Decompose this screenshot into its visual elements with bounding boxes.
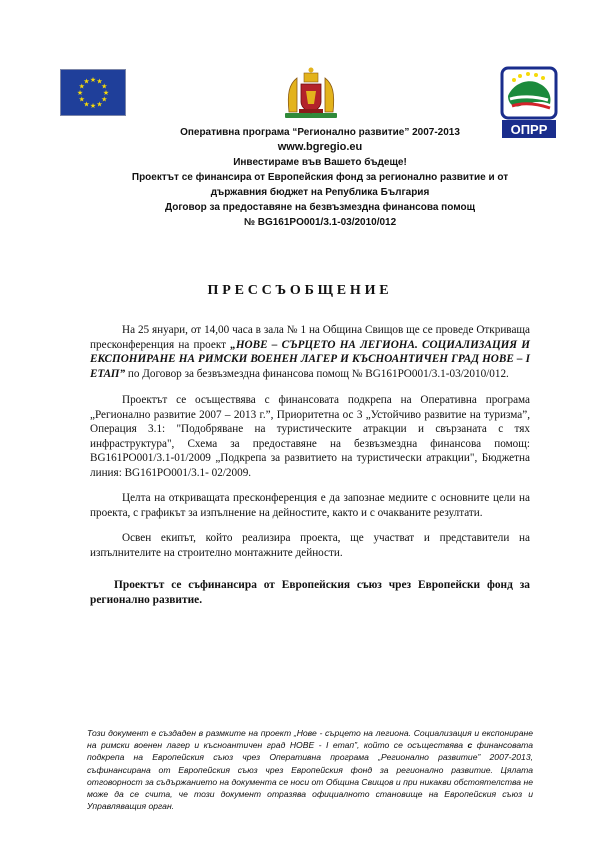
bulgarian-coat-of-arms-icon	[281, 64, 341, 120]
eu-star-icon: ★	[96, 77, 103, 86]
document-header	[130, 125, 510, 230]
eu-star-icon: ★	[89, 76, 97, 84]
eu-star-icon: ★	[83, 77, 90, 86]
eu-star-icon: ★	[89, 102, 97, 110]
press-release-body	[90, 323, 530, 571]
website-link[interactable]: www.bgregio.eu	[277, 141, 363, 153]
eu-star-icon: ★	[76, 89, 84, 97]
programme-line: Оперативна програма “Регионално развитие” 2007-2013	[180, 127, 460, 138]
eu-star-icon: ★	[78, 95, 85, 104]
eu-star-icon: ★	[78, 82, 85, 91]
contract-line: Договор за предоставяне на безвъзмездна финансова помощ	[164, 202, 476, 213]
disclaimer-part-2: финансовата подкрепа на Европейския съюз чрез Оперативна програма „Регионално развитие” 2007-2013, съфинансирана от Европейския съюз чрез Европейския фонд за регионално развитие. Цялата отговорност за съдържанието на документа се носи от Община Свищов и при никакви обстоятелства не може да се счита, че този документ отразява официалното становище на Европейския съюз и Управляващия орган.	[87, 740, 533, 812]
project-title: „НОВЕ – СЪРЦЕТО НА ЛЕГИОНА. СОЦИАЛИЗАЦИЯ И ЕКСПОНИРАНЕ НА РИМСКИ ВОЕНЕН ЛАГЕР И КЪСНОАНТИЧЕН ГРАД НОВЕ – I ЕТАП”	[90, 338, 531, 380]
eu-flag-icon	[60, 69, 126, 116]
eu-star-icon: ★	[102, 89, 110, 97]
paragraph-announcement	[90, 323, 530, 381]
funding-line-1: Проектът се финансира от Европейския фонд за регионално развитие и от	[131, 172, 509, 183]
slogan: Инвестираме във Вашето бъдеще!	[233, 157, 407, 168]
eu-star-icon: ★	[101, 95, 108, 104]
page-title: ПРЕССЪОБЩЕНИЕ	[207, 283, 393, 298]
eu-star-icon: ★	[83, 100, 90, 109]
eu-star-icon: ★	[101, 82, 108, 91]
disclaimer-part-1: Този документ е създаден в размките на проект „Нове - сърцето на легиона. Социализация и експониране на римски военен лагер и къснoантичен град НОВЕ - I етап”, който се осъществява	[87, 728, 533, 751]
disclaimer-bold-c: с	[467, 740, 473, 751]
paragraph-funding: Проектът се осъществява с финансовата подкрепа на Оперативна програма „Регионално развитие 2007 – 2013 г.”, Приоритетна ос 3 „Устойчиво развитие на туризма”, Операция 3.1: "Подобряване на туристическите атракции и свързаната с тях инфраструктура", Схема за предоставяне на безвъзмездна финансова помощ: BG161PO001/3.1-01/2009 „Подкрепа за развитието на туристически атракции", Бюджетна линия: BG161PO001/3.1- 02/2009.	[90, 394, 530, 479]
oprd-logo-text: ОПРР	[510, 122, 548, 137]
cofinancing-text: Проектът се съфинансира от Европейския съюз чрез Европейски фонд за регионално развитие.	[90, 579, 530, 606]
funding-line-2: държавния бюджет на Република България	[210, 187, 430, 198]
disclaimer	[87, 727, 533, 812]
contract-number: № BG161PO001/3.1-03/2010/012	[243, 217, 397, 228]
paragraph-purpose: Целта на откриващата пресконференция е да запознае медиите с основните цели на проекта, с графикът за изпълнение на дейностите, както и с очакваните резултати.	[90, 492, 530, 519]
contract-reference: по Договор за безвъзмездна финансова помощ № BG161PO001/3.1-03/2010/012.	[125, 367, 509, 380]
paragraph-participants: Освен екипът, който реализира проекта, ще участват и представители на изпълнителите на строително монтажните дейности.	[90, 532, 530, 559]
eu-star-icon: ★	[96, 100, 103, 109]
announcement-text: На 25 януари, от 14,00 часа в зала № 1 на Община Свищов ще се проведе Откриваща пресконференция на проект	[90, 324, 530, 351]
cofinancing-statement	[90, 578, 530, 608]
